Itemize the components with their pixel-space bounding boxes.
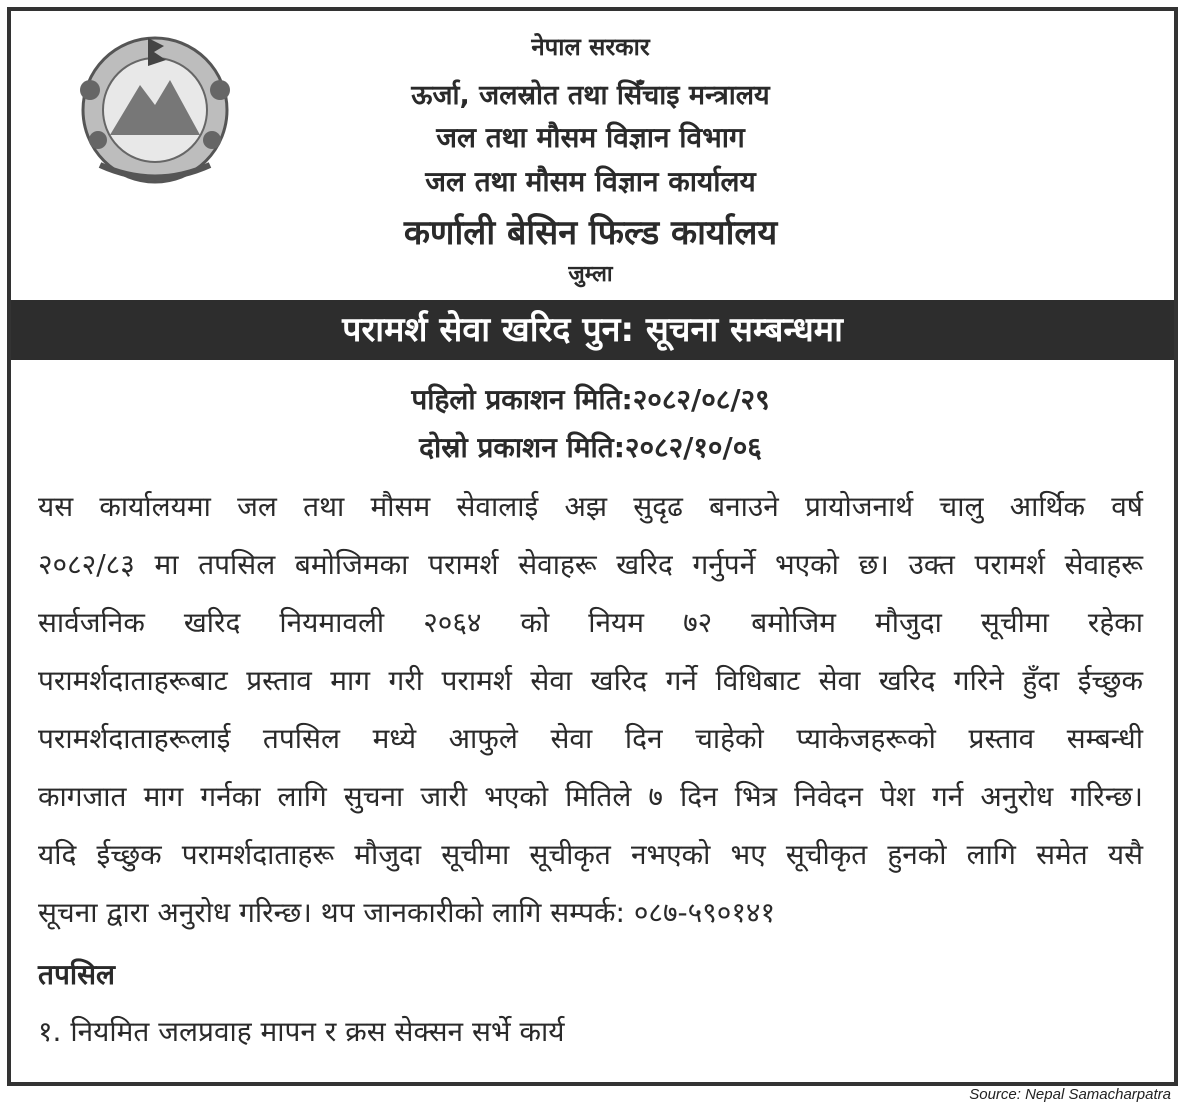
field-office-name: कर्णाली बेसिन फिल्ड कार्यालय <box>403 213 778 253</box>
department-name: जल तथा मौसम विज्ञान विभाग <box>436 121 745 154</box>
body-line: परामर्शदाताहरूबाट प्रस्ताव माग गरी परामर्श सेवा खरिद गर्ने विधिबाट सेवा खरिद गरिने हुँदा ईच्छुक <box>38 664 1143 697</box>
notice-title: परामर्श सेवा खरिद पुन: सूचना सम्बन्धमा <box>11 300 1174 360</box>
body-line: सार्वजनिक खरिद नियमावली २०६४ को नियम ७२ बमोजिम मौजुदा सूचीमा रहेका <box>38 606 1143 639</box>
body-line: कागजात माग गर्नका लागि सुचना जारी भएको मितिले ७ दिन भित्र निवेदन पेश गर्न अनुरोध गरिन्छ। <box>38 780 1143 813</box>
body-line: २०८२/८३ मा तपसिल बमोजिमका परामर्श सेवाहरू खरिद गर्नुपर्ने भएको छ। उक्त परामर्श सेवाहरू <box>38 548 1143 581</box>
body-line: सूचना द्वारा अनुरोध गरिन्छ। थप जानकारीको लागि सम्पर्क: ०८७-५९०१४१ <box>38 896 776 929</box>
office-name: जल तथा मौसम विज्ञान कार्यालय <box>425 165 756 198</box>
schedule-heading: तपसिल <box>38 958 116 991</box>
government-name: नेपाल सरकार <box>531 33 650 61</box>
office-location: जुम्ला <box>568 262 613 287</box>
ministry-name: ऊर्जा, जलस्रोत तथा सिँचाइ मन्त्रालय <box>411 80 770 111</box>
source-credit: Source: Nepal Samacharpatra <box>969 1086 1171 1103</box>
body-line: यस कार्यालयमा जल तथा मौसम सेवालाई अझ सुदृढ बनाउने प्रायोजनार्थ चालु आर्थिक वर्ष <box>38 490 1143 523</box>
first-publication-date: पहिलो प्रकाशन मिति:२०८२/०८/२९ <box>411 383 770 416</box>
body-line: परामर्शदाताहरूलाई तपसिल मध्ये आफुले सेवा दिन चाहेको प्याकेजहरूको प्रस्ताव सम्बन्धी <box>38 722 1143 755</box>
body-line: यदि ईच्छुक परामर्शदाताहरू मौजुदा सूचीमा सूचीकृत नभएको भए सूचीकृत हुनको लागि समेत यसै <box>38 838 1143 871</box>
schedule-item: १. नियमित जलप्रवाह मापन र क्रस सेक्सन सर्भे कार्य <box>38 1015 565 1048</box>
second-publication-date: दोस्रो प्रकाशन मिति:२०८२/१०/०६ <box>419 431 762 464</box>
